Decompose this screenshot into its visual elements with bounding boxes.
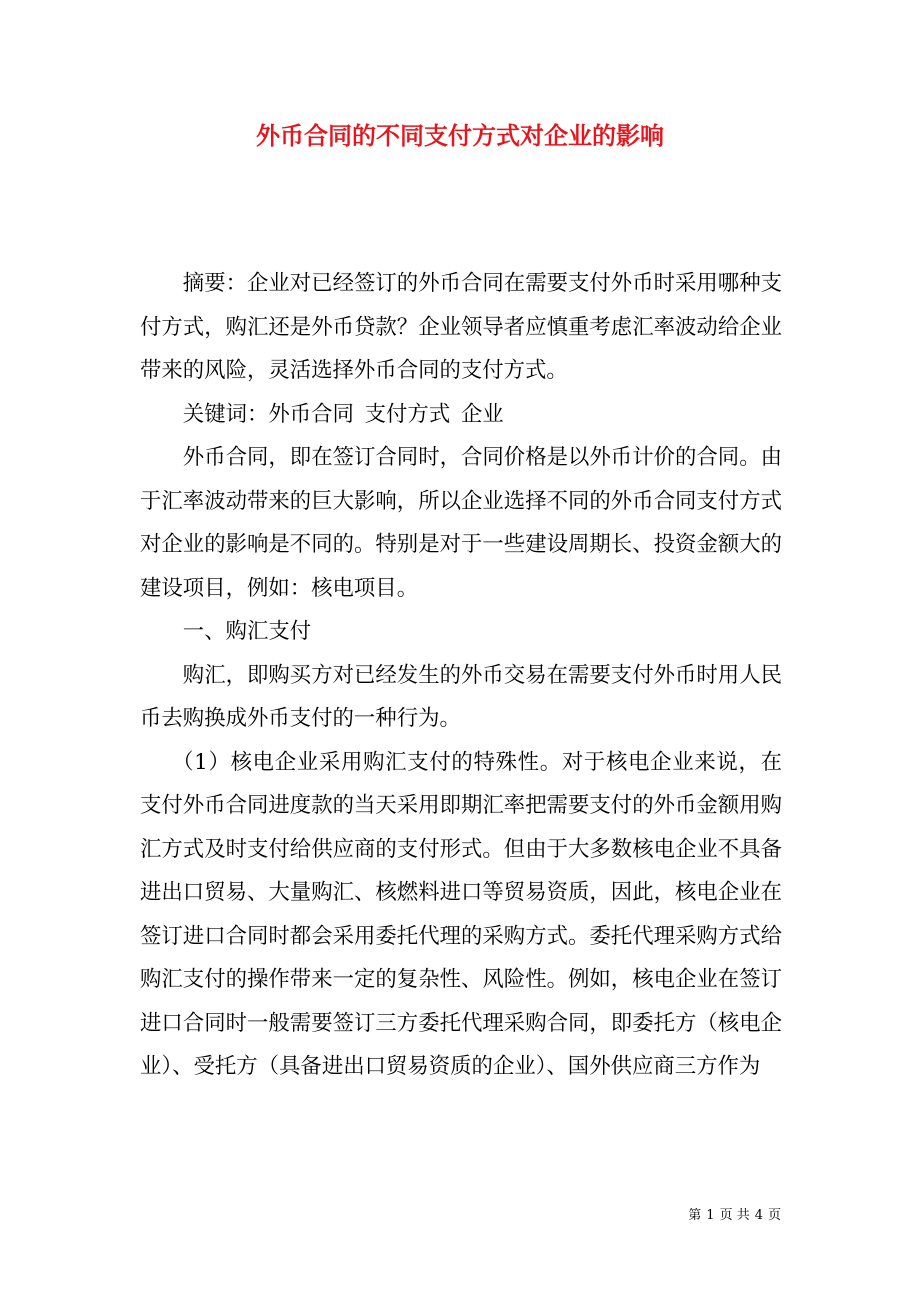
intro-paragraph: 外币合同，即在签订合同时，合同价格是以外币计价的合同。由于汇率波动带来的巨大影响，所以企业选择不同的外币合同支付方式对企业的影响是不同的。特别是对于一些建设周期长、投资金额大的建设项目，例如：核电项目。 (140, 445, 782, 601)
document-body (140, 262, 782, 1089)
section-heading: 一、购汇支付 (182, 619, 312, 644)
keyword-item: 企业 (460, 401, 504, 427)
keywords-paragraph (140, 393, 782, 437)
keyword-item: 外币合同 (268, 401, 354, 427)
list-item-paragraph: （1）核电企业采用购汇支付的特殊性。对于核电企业来说，在支付外币合同进度款的当天采用即期汇率把需要支付的外币金额用购汇方式及时支付给供应商的支付形式。但由于大多数核电企业不具备进出口贸易、大量购汇、核燃料进口等贸易资质，因此，核电企业在签订进口合同时都会采用委托代理的采购方式。委托代理采购方式给购汇支付的操作带来一定的复杂性、风险性。例如，核电企业在签订进口合同时一般需要签订三方委托代理采购合同，即委托方（核电企业）、受托方（具备进出口贸易资质的企业）、国外供应商三方作为 (140, 749, 782, 1079)
keywords-label: 关键词： (182, 401, 269, 427)
keyword-item: 支付方式 (364, 401, 451, 427)
document-title: 外币合同的不同支付方式对企业的影响 (256, 122, 664, 150)
footer-page-number: 1 (706, 1208, 715, 1223)
definition-paragraph: 购汇，即购买方对已经发生的外币交易在需要支付外币时用人民币去购换成外币支付的一种行为。 (140, 662, 782, 731)
footer-prefix: 第 (688, 1208, 702, 1223)
footer-middle: 页 共 (719, 1208, 750, 1223)
abstract-paragraph: 摘要：企业对已经签订的外币合同在需要支付外币时采用哪种支付方式，购汇还是外币贷款？企业领导者应慎重考虑汇率波动给企业带来的风险，灵活选择外币合同的支付方式。 (140, 271, 782, 383)
footer-total-pages: 4 (754, 1208, 763, 1223)
footer-suffix: 页 (767, 1208, 781, 1223)
page-number-footer (0, 1206, 781, 1226)
